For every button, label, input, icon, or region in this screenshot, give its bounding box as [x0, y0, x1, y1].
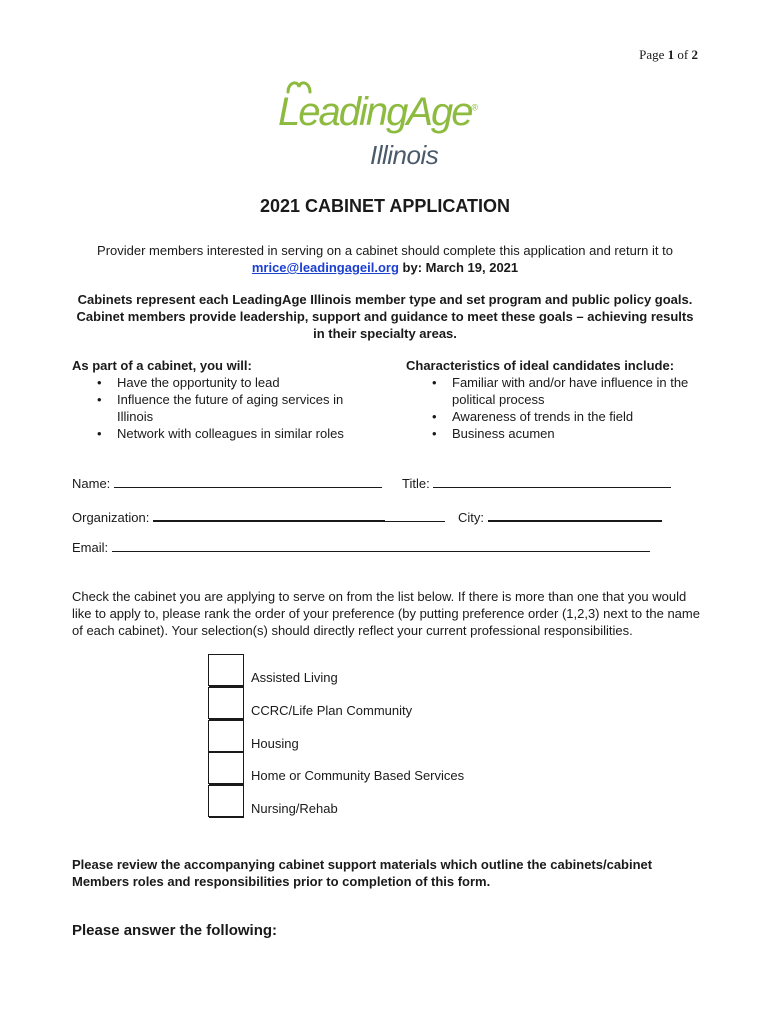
mission-statement: Cabinets represent each LeadingAge Illinois member type and set program and public policy goals. Cabinet members provide leadership, support and guidance to meet these goals – achieving results in their specialty areas.: [76, 292, 694, 341]
title-input[interactable]: [433, 475, 671, 488]
cabinet-label: CCRC/Life Plan Community: [251, 703, 413, 718]
characteristic-item: • Awareness of trends in the field: [452, 408, 706, 425]
email-input[interactable]: [112, 539, 650, 552]
name-label: Name:: [72, 476, 111, 491]
cabinet-label: Assisted Living: [251, 670, 338, 685]
email-label: Email:: [72, 540, 109, 555]
logo-state: Illinois: [370, 140, 439, 170]
organization-field: [72, 508, 445, 525]
cabinet-label: Housing: [251, 736, 299, 751]
cabinet-label: Home or Community Based Services: [251, 768, 465, 783]
answer-heading: Please answer the following:: [72, 922, 278, 939]
cabinet-label: Nursing/Rehab: [251, 801, 338, 816]
city-label: City:: [458, 510, 484, 525]
characteristics-heading: Characteristics of ideal candidates include:: [406, 358, 675, 373]
benefits-heading: As part of a cabinet, you will:: [72, 358, 252, 373]
benefit-item: • Influence the future of aging services in Illinois: [117, 391, 372, 425]
page-number: Page 1 of 2: [639, 47, 698, 62]
cabinet-checkbox[interactable]: [208, 654, 244, 686]
cabinet-checkbox[interactable]: [208, 752, 244, 784]
email-link[interactable]: mrice@leadingageil.org: [251, 260, 399, 275]
cabinet-checkbox[interactable]: [208, 687, 244, 719]
city-input[interactable]: [488, 508, 662, 522]
logo-wordmark: LeadingAge®: [278, 90, 479, 134]
cabinet-instructions: Check the cabinet you are applying to serve on from the list below. If there is more than one that you would like to apply to, please rank the order of your preference (by putting preference order (1,2,3) next to the name of each cabinet). Your selection(s) should directly reflect your current professional responsibilities.: [72, 589, 700, 638]
title-label: Title:: [402, 476, 430, 491]
intro-text: Provider members interested in serving on a cabinet should complete this application and return it to mrice@leadingageil.org by: March 19, 2021: [97, 243, 673, 275]
city-field: [458, 508, 662, 525]
characteristic-item: • Familiar with and/or have influence in the political process: [452, 374, 706, 408]
cabinet-checkbox[interactable]: [208, 720, 244, 752]
characteristic-item: • Business acumen: [452, 425, 706, 442]
organization-input[interactable]: [153, 508, 385, 522]
organization-input-tail: [385, 509, 445, 522]
review-note: Please review the accompanying cabinet support materials which outline the cabinets/cabinet Members roles and responsibilities prior to completion of this form.: [72, 857, 653, 889]
leadingage-logo: [272, 74, 502, 174]
benefit-item: • Have the opportunity to lead: [117, 374, 372, 391]
benefit-item: • Network with colleagues in similar roles: [117, 425, 372, 442]
title-field: [402, 475, 671, 491]
organization-label: Organization:: [72, 510, 150, 525]
cabinet-checkbox[interactable]: [208, 785, 244, 817]
email-field: [72, 539, 650, 555]
page-title: 2021 CABINET APPLICATION: [259, 196, 511, 216]
characteristics-column: [406, 357, 706, 442]
benefits-column: [72, 357, 372, 442]
name-field: [72, 475, 382, 491]
name-input[interactable]: [114, 475, 382, 488]
